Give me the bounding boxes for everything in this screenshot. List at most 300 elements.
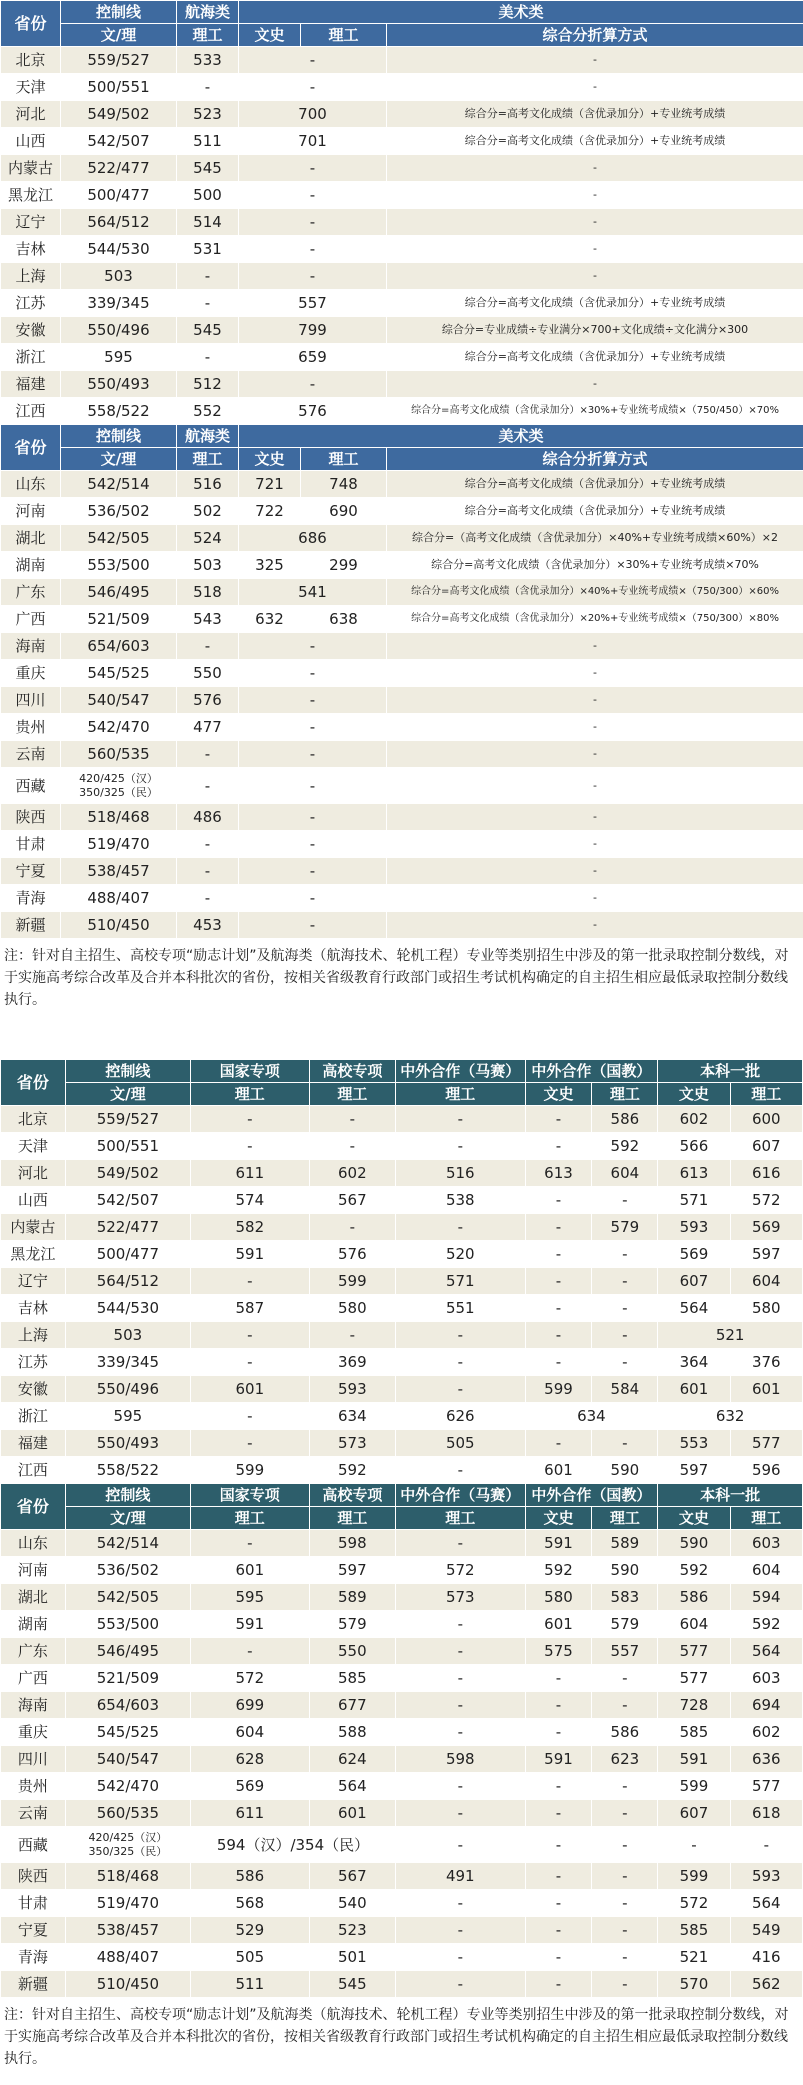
intl-science-cell: 586 — [592, 1106, 658, 1133]
art-score-cell: - — [239, 912, 387, 939]
formula-cell: - — [387, 209, 803, 236]
university-program-cell: 579 — [309, 1611, 395, 1638]
intl-science-cell: - — [592, 1665, 658, 1692]
province-cell: 湖北 — [1, 1584, 66, 1611]
control-line-cell: 564/512 — [65, 1268, 190, 1295]
table-row — [1, 1430, 803, 1457]
table-row — [1, 687, 803, 714]
table-row — [1, 1133, 803, 1160]
first-batch-science-cell: 577 — [730, 1430, 802, 1457]
first-batch-science-cell: 618 — [730, 1800, 802, 1827]
header-marseille-science: 理工 — [396, 1507, 526, 1530]
first-batch-science-cell: 416 — [730, 1944, 802, 1971]
province-cell: 天津 — [1, 74, 61, 101]
table-row — [1, 155, 803, 182]
province-cell: 甘肃 — [1, 1890, 66, 1917]
first-batch-science-cell: 592 — [730, 1611, 802, 1638]
control-line-cell: 488/407 — [61, 885, 177, 912]
header-control-line: 控制线 — [65, 1060, 190, 1083]
art-score-cell: - — [239, 885, 387, 912]
header-formula: 综合分折算方式 — [387, 448, 803, 471]
national-program-cell: 591 — [190, 1611, 309, 1638]
intl-science-cell: - — [592, 1971, 658, 1998]
university-program-cell: 585 — [309, 1665, 395, 1692]
art-score-cell: - — [239, 804, 387, 831]
first-batch-science-cell: 580 — [730, 1295, 802, 1322]
intl-science-cell: 623 — [592, 1746, 658, 1773]
intl-science-cell: - — [592, 1322, 658, 1349]
marseille-cell: - — [396, 1944, 526, 1971]
university-program-cell: 598 — [309, 1530, 395, 1557]
province-cell: 新疆 — [1, 1971, 66, 1998]
intl-liberal-cell: - — [525, 1971, 592, 1998]
table-row — [1, 1665, 803, 1692]
national-program-cell: - — [190, 1322, 309, 1349]
marseille-cell: - — [396, 1827, 526, 1863]
first-batch-liberal-cell: 569 — [658, 1241, 730, 1268]
province-cell: 江西 — [1, 398, 61, 425]
table-row — [1, 317, 803, 344]
national-program-cell: 572 — [190, 1665, 309, 1692]
maritime-score-cell: 477 — [177, 714, 239, 741]
art-science-cell: 748 — [301, 471, 387, 498]
formula-cell: 综合分=（高考文化成绩（含优录加分）×40%+专业统考成绩×60%）×2 — [387, 525, 803, 552]
marseille-cell: - — [396, 1530, 526, 1557]
province-cell: 广西 — [1, 606, 61, 633]
header-sino-foreign-marseille: 中外合作（马赛） — [396, 1060, 526, 1083]
control-line-cell: 558/522 — [61, 398, 177, 425]
control-line-cell: 500/551 — [65, 1133, 190, 1160]
art-score-cell: - — [239, 858, 387, 885]
header-control-line: 控制线 — [61, 1, 177, 24]
formula-cell: 综合分=高考文化成绩（含优录加分）×30%+专业统考成绩×（750/450）×70% — [387, 398, 803, 425]
intl-liberal-cell: - — [525, 1322, 592, 1349]
table-subheader-row — [1, 1083, 803, 1106]
control-line-cell: 488/407 — [65, 1944, 190, 1971]
control-line-cell: 550/493 — [61, 371, 177, 398]
first-batch-liberal-cell: 571 — [658, 1187, 730, 1214]
marseille-cell: - — [396, 1457, 526, 1484]
first-batch-science-cell: 564 — [730, 1638, 802, 1665]
province-cell: 湖北 — [1, 525, 61, 552]
header-province: 省份 — [1, 1484, 66, 1530]
table-row — [1, 552, 803, 579]
formula-cell: 综合分=高考文化成绩（含优录加分）+专业统考成绩 — [387, 290, 803, 317]
national-program-cell: 529 — [190, 1917, 309, 1944]
maritime-score-cell: 523 — [177, 101, 239, 128]
maritime-score-cell: - — [177, 74, 239, 101]
art-liberal-cell: 722 — [239, 498, 301, 525]
first-batch-liberal-cell: 586 — [658, 1584, 730, 1611]
table-row — [1, 371, 803, 398]
footnote-2: 注：针对自主招生、高校专项“励志计划”及航海类（航海技术、轮机工程）专业等类别招生中涉及的第一批录取控制分数线，对于实施高考综合改革及合并本科批次的省份，按相关省级教育行政部门或招生考试机构确定的自主招生相应最低录取控制分数线执行。 — [0, 1998, 803, 2078]
intl-liberal-cell: 575 — [525, 1638, 592, 1665]
province-cell: 北京 — [1, 47, 61, 74]
province-cell: 内蒙古 — [1, 1214, 66, 1241]
table-row — [1, 804, 803, 831]
university-program-cell: 602 — [309, 1160, 395, 1187]
intl-science-cell: 590 — [592, 1457, 658, 1484]
formula-cell: - — [387, 768, 803, 804]
formula-cell: - — [387, 660, 803, 687]
province-cell: 北京 — [1, 1106, 66, 1133]
province-cell: 河北 — [1, 101, 61, 128]
art-score-cell: - — [239, 714, 387, 741]
national-program-cell: 511 — [190, 1971, 309, 1998]
formula-cell: - — [387, 236, 803, 263]
table-header-row — [1, 1060, 803, 1083]
header-arts-science: 文/理 — [61, 24, 177, 47]
table-row — [1, 471, 803, 498]
national-program-cell: 699 — [190, 1692, 309, 1719]
header-arts-science: 文/理 — [65, 1083, 190, 1106]
intl-science-cell: 589 — [592, 1530, 658, 1557]
control-line-cell: 542/470 — [65, 1773, 190, 1800]
province-cell: 西藏 — [1, 768, 61, 804]
header-art: 美术类 — [239, 1, 803, 24]
intl-science-cell: 557 — [592, 1638, 658, 1665]
province-cell: 重庆 — [1, 660, 61, 687]
art-score-cell: - — [239, 182, 387, 209]
table-row — [1, 1584, 803, 1611]
national-program-cell: - — [190, 1349, 309, 1376]
control-line-cell: 510/450 — [61, 912, 177, 939]
formula-cell: - — [387, 741, 803, 768]
art-science-cell: 638 — [301, 606, 387, 633]
university-program-cell: 601 — [309, 1800, 395, 1827]
control-line-cell: 560/535 — [61, 741, 177, 768]
table-row — [1, 1557, 803, 1584]
first-batch-merged-cell: 632 — [658, 1403, 803, 1430]
table-row — [1, 1611, 803, 1638]
intl-liberal-cell: 601 — [525, 1457, 592, 1484]
maritime-score-cell: - — [177, 741, 239, 768]
intl-science-cell: 583 — [592, 1584, 658, 1611]
province-cell: 黑龙江 — [1, 1241, 66, 1268]
control-line-cell: 553/500 — [61, 552, 177, 579]
intl-science-cell: - — [592, 1944, 658, 1971]
table-row — [1, 1773, 803, 1800]
province-cell: 青海 — [1, 885, 61, 912]
province-cell: 山西 — [1, 1187, 66, 1214]
national-program-cell: 582 — [190, 1214, 309, 1241]
university-program-cell: 567 — [309, 1187, 395, 1214]
intl-liberal-cell: - — [525, 1863, 592, 1890]
formula-cell: 综合分=高考文化成绩（含优录加分）+专业统考成绩 — [387, 498, 803, 525]
art-score-cell: - — [239, 74, 387, 101]
art-score-cell: 686 — [239, 525, 387, 552]
table-row — [1, 1800, 803, 1827]
national-program-cell: 595 — [190, 1584, 309, 1611]
intl-liberal-cell: - — [525, 1719, 592, 1746]
control-line-cell: 519/470 — [65, 1890, 190, 1917]
marseille-cell: 538 — [396, 1187, 526, 1214]
table-row — [1, 1638, 803, 1665]
province-cell: 辽宁 — [1, 1268, 66, 1295]
first-batch-science-cell: 604 — [730, 1268, 802, 1295]
art-score-cell: - — [239, 236, 387, 263]
province-cell: 云南 — [1, 741, 61, 768]
university-program-cell: 550 — [309, 1638, 395, 1665]
first-batch-liberal-cell: 607 — [658, 1800, 730, 1827]
first-batch-liberal-cell: 566 — [658, 1133, 730, 1160]
first-batch-liberal-cell: 585 — [658, 1917, 730, 1944]
table-subheader-row — [1, 1507, 803, 1530]
university-program-cell: 540 — [309, 1890, 395, 1917]
national-program-cell: 505 — [190, 1944, 309, 1971]
first-batch-liberal-cell: 572 — [658, 1890, 730, 1917]
header-national-program: 国家专项 — [190, 1060, 309, 1083]
table-row — [1, 1944, 803, 1971]
first-batch-science-cell: 616 — [730, 1160, 802, 1187]
maritime-score-cell: - — [177, 290, 239, 317]
table-row — [1, 1719, 803, 1746]
province-cell: 黑龙江 — [1, 182, 61, 209]
art-score-cell: - — [239, 155, 387, 182]
control-line-cell: 546/495 — [65, 1638, 190, 1665]
maritime-score-cell: 576 — [177, 687, 239, 714]
province-cell: 河北 — [1, 1160, 66, 1187]
university-program-cell: 564 — [309, 1773, 395, 1800]
university-program-cell: 592 — [309, 1457, 395, 1484]
intl-science-cell: - — [592, 1773, 658, 1800]
control-line-cell: 521/509 — [61, 606, 177, 633]
marseille-cell: - — [396, 1611, 526, 1638]
university-program-cell: 624 — [309, 1746, 395, 1773]
header-province: 省份 — [1, 1060, 66, 1106]
header-art-science: 理工 — [301, 24, 387, 47]
marseille-cell: - — [396, 1665, 526, 1692]
marseille-cell: - — [396, 1773, 526, 1800]
national-program-cell: 574 — [190, 1187, 309, 1214]
art-score-cell: - — [239, 633, 387, 660]
intl-liberal-cell: 591 — [525, 1530, 592, 1557]
special-program-table — [0, 1059, 803, 1998]
header-intl-science: 理工 — [592, 1507, 658, 1530]
art-score-cell: - — [239, 687, 387, 714]
national-program-cell: 601 — [190, 1557, 309, 1584]
intl-liberal-cell: 599 — [525, 1376, 592, 1403]
intl-science-cell: 590 — [592, 1557, 658, 1584]
art-score-cell: 541 — [239, 579, 387, 606]
table-row — [1, 1160, 803, 1187]
table-row — [1, 1268, 803, 1295]
table-row — [1, 1863, 803, 1890]
maritime-score-cell: 453 — [177, 912, 239, 939]
header-province: 省份 — [1, 425, 61, 471]
table-row — [1, 1106, 803, 1133]
university-program-cell: - — [309, 1133, 395, 1160]
formula-cell: 综合分=高考文化成绩（含优录加分）×30%+专业统考成绩×70% — [387, 552, 803, 579]
art-liberal-cell: 632 — [239, 606, 301, 633]
national-program-cell: 611 — [190, 1800, 309, 1827]
footnote-1: 注：针对自主招生、高校专项“励志计划”及航海类（航海技术、轮机工程）专业等类别招生中涉及的第一批录取控制分数线，对于实施高考综合改革及合并本科批次的省份，按相关省级教育行政部门或招生考试机构确定的自主招生相应最低录取控制分数线执行。 — [0, 939, 803, 1019]
control-line-cell: 519/470 — [61, 831, 177, 858]
table-row — [1, 633, 803, 660]
province-cell: 广东 — [1, 579, 61, 606]
university-program-cell: 634 — [309, 1403, 395, 1430]
control-line-cell: 522/477 — [65, 1214, 190, 1241]
intl-liberal-cell: - — [525, 1295, 592, 1322]
maritime-score-cell: - — [177, 633, 239, 660]
first-batch-liberal-cell: 728 — [658, 1692, 730, 1719]
marseille-cell: - — [396, 1917, 526, 1944]
university-program-cell: 593 — [309, 1376, 395, 1403]
national-program-cell: 604 — [190, 1719, 309, 1746]
table-row — [1, 1214, 803, 1241]
marseille-cell: - — [396, 1106, 526, 1133]
table-row — [1, 209, 803, 236]
first-batch-science-cell: 600 — [730, 1106, 802, 1133]
marseille-cell: - — [396, 1133, 526, 1160]
maritime-score-cell: 545 — [177, 155, 239, 182]
header-intl-liberal: 文史 — [525, 1083, 592, 1106]
intl-liberal-cell: - — [525, 1214, 592, 1241]
first-batch-liberal-cell: 585 — [658, 1719, 730, 1746]
formula-cell: - — [387, 885, 803, 912]
intl-liberal-cell: - — [525, 1241, 592, 1268]
province-cell: 湖南 — [1, 1611, 66, 1638]
formula-cell: - — [387, 912, 803, 939]
marseille-cell: - — [396, 1692, 526, 1719]
formula-cell: 综合分=高考文化成绩（含优录加分）+专业统考成绩 — [387, 128, 803, 155]
province-cell: 湖南 — [1, 552, 61, 579]
first-batch-liberal-cell: 607 — [658, 1268, 730, 1295]
intl-liberal-cell: - — [525, 1268, 592, 1295]
control-line-cell: 518/468 — [61, 804, 177, 831]
university-program-cell: 580 — [309, 1295, 395, 1322]
intl-liberal-cell: - — [525, 1773, 592, 1800]
province-cell: 山西 — [1, 128, 61, 155]
header-intl-liberal: 文史 — [525, 1507, 592, 1530]
marseille-cell: 551 — [396, 1295, 526, 1322]
province-cell: 江苏 — [1, 290, 61, 317]
intl-liberal-cell: - — [525, 1430, 592, 1457]
province-cell: 山东 — [1, 471, 61, 498]
formula-cell: 综合分=专业成绩÷专业满分×700+文化成绩÷文化满分×300 — [387, 317, 803, 344]
intl-liberal-cell: - — [525, 1187, 592, 1214]
province-cell: 吉林 — [1, 1295, 66, 1322]
province-cell: 云南 — [1, 1800, 66, 1827]
control-line-cell: 540/547 — [61, 687, 177, 714]
art-liberal-cell: 325 — [239, 552, 301, 579]
national-program-cell: - — [190, 1133, 309, 1160]
province-cell: 青海 — [1, 1944, 66, 1971]
province-cell: 陕西 — [1, 804, 61, 831]
table-subheader-row — [1, 24, 803, 47]
intl-science-cell: - — [592, 1692, 658, 1719]
formula-cell: - — [387, 182, 803, 209]
table-row — [1, 290, 803, 317]
intl-science-cell: 586 — [592, 1719, 658, 1746]
province-cell: 江苏 — [1, 1349, 66, 1376]
intl-science-cell: - — [592, 1917, 658, 1944]
control-line-cell: 549/502 — [61, 101, 177, 128]
intl-liberal-cell: - — [525, 1692, 592, 1719]
control-line-cell: 542/505 — [61, 525, 177, 552]
province-cell: 内蒙古 — [1, 155, 61, 182]
first-batch-liberal-cell: 553 — [658, 1430, 730, 1457]
header-art-science: 理工 — [301, 448, 387, 471]
province-cell: 上海 — [1, 1322, 66, 1349]
table-row — [1, 498, 803, 525]
formula-cell: - — [387, 633, 803, 660]
intl-liberal-cell: 601 — [525, 1611, 592, 1638]
header-maritime: 航海类 — [177, 425, 239, 448]
province-cell: 宁夏 — [1, 1917, 66, 1944]
province-cell: 河南 — [1, 498, 61, 525]
control-line-cell: 522/477 — [61, 155, 177, 182]
maritime-score-cell: 514 — [177, 209, 239, 236]
province-cell: 广西 — [1, 1665, 66, 1692]
table-row — [1, 1827, 803, 1863]
table-row — [1, 912, 803, 939]
maritime-score-cell: 486 — [177, 804, 239, 831]
table-row — [1, 263, 803, 290]
formula-cell: 综合分=高考文化成绩（含优录加分）+专业统考成绩 — [387, 101, 803, 128]
table-row — [1, 1971, 803, 1998]
header-first-batch: 本科一批 — [658, 1484, 803, 1507]
first-batch-liberal-cell: 590 — [658, 1530, 730, 1557]
control-line-cell: 559/527 — [65, 1106, 190, 1133]
first-batch-liberal-cell: 592 — [658, 1557, 730, 1584]
control-line-cell: 542/507 — [61, 128, 177, 155]
header-maritime-science: 理工 — [177, 24, 239, 47]
control-line-cell: 550/496 — [61, 317, 177, 344]
table-row — [1, 47, 803, 74]
control-line-cell: 420/425（汉）350/325（民） — [65, 1827, 190, 1863]
university-program-cell: 589 — [309, 1584, 395, 1611]
province-cell: 陕西 — [1, 1863, 66, 1890]
national-program-cell: 591 — [190, 1241, 309, 1268]
art-score-cell: 701 — [239, 128, 387, 155]
control-line-cell: 500/551 — [61, 74, 177, 101]
intl-science-cell: - — [592, 1349, 658, 1376]
first-batch-science-cell: 636 — [730, 1746, 802, 1773]
header-province: 省份 — [1, 1, 61, 47]
table-header-row — [1, 1, 803, 24]
first-batch-science-cell: 597 — [730, 1241, 802, 1268]
section-gap — [0, 1019, 803, 1059]
table-row — [1, 579, 803, 606]
first-batch-liberal-cell: 521 — [658, 1944, 730, 1971]
intl-liberal-cell: - — [525, 1133, 592, 1160]
intl-science-cell: 579 — [592, 1611, 658, 1638]
control-line-cell: 503 — [61, 263, 177, 290]
marseille-cell: - — [396, 1376, 526, 1403]
maritime-score-cell: 512 — [177, 371, 239, 398]
formula-cell: 综合分=高考文化成绩（含优录加分）+专业统考成绩 — [387, 344, 803, 371]
control-line-cell: 595 — [65, 1403, 190, 1430]
header-university-program: 高校专项 — [309, 1060, 395, 1083]
marseille-cell: - — [396, 1800, 526, 1827]
intl-liberal-cell: - — [525, 1890, 592, 1917]
art-score-cell: - — [239, 47, 387, 74]
university-program-cell: 677 — [309, 1692, 395, 1719]
control-line-cell: 542/507 — [65, 1187, 190, 1214]
maritime-score-cell: 543 — [177, 606, 239, 633]
marseille-cell: - — [396, 1349, 526, 1376]
first-batch-science-cell: 603 — [730, 1665, 802, 1692]
table-row — [1, 858, 803, 885]
university-program-cell: 597 — [309, 1557, 395, 1584]
province-cell: 贵州 — [1, 714, 61, 741]
intl-liberal-cell: - — [525, 1800, 592, 1827]
province-cell: 西藏 — [1, 1827, 66, 1863]
formula-cell: - — [387, 687, 803, 714]
province-cell: 吉林 — [1, 236, 61, 263]
intl-liberal-cell: - — [525, 1106, 592, 1133]
